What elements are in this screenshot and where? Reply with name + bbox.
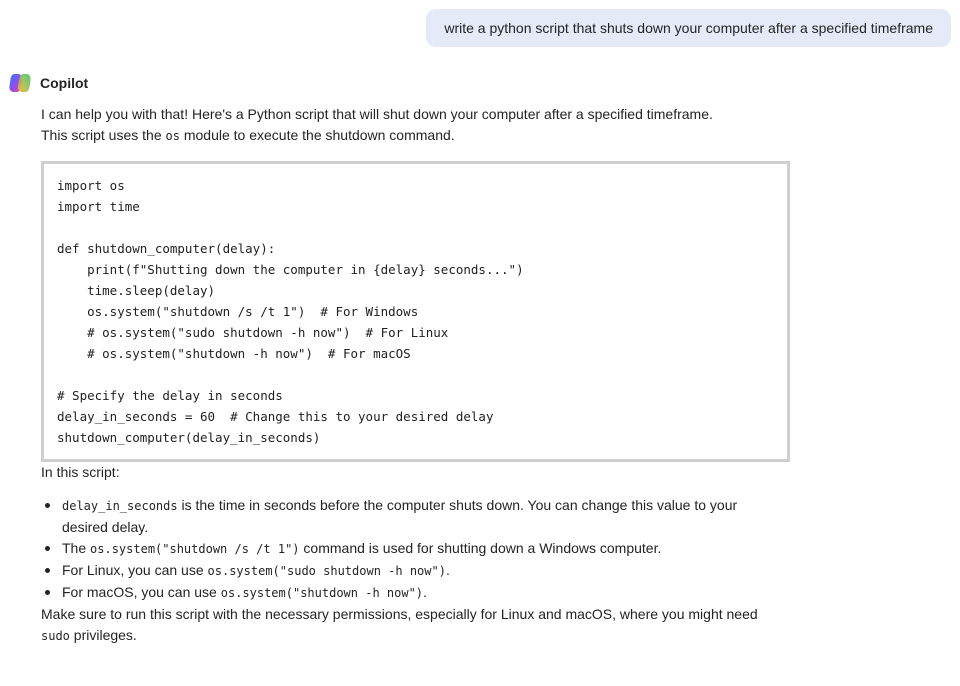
inline-code: delay_in_seconds [62,499,178,513]
code-line: print(f"Shutting down the computer in {delay} seconds...") [57,262,524,277]
code-line: time.sleep(delay) [57,283,216,298]
explain-intro: In this script: [41,464,120,480]
inline-code: os [165,129,180,143]
code-block[interactable] [41,161,790,462]
explanation-list [41,495,771,604]
list-item [62,582,771,604]
code-line: import os [57,178,125,193]
assistant-header [8,71,88,95]
code-line: import time [57,199,140,214]
inline-code: os.system("sudo shutdown -h now") [207,564,446,578]
assistant-name: Copilot [40,75,89,91]
code-line: # os.system("shutdown -h now") # For macOS [57,346,411,361]
closing-text: Make sure to run this script with the necessary permissions, especially for Linux and macOS, where you might need [41,606,758,622]
code-line [57,364,774,385]
closing-paragraph [41,604,771,647]
list-text: The [62,540,91,556]
code-line: def shutdown_computer(delay): [57,241,276,256]
list-text: For Linux, you can use [62,562,208,578]
inline-code: sudo [41,629,70,643]
code-line: # Specify the delay in seconds [57,388,283,403]
user-message-bubble [426,9,951,47]
copilot-logo-icon [8,71,32,95]
intro-line-1: I can help you with that! Here's a Python script that will shut down your computer after a specified timeframe. [41,106,713,122]
code-line: delay_in_seconds = 60 # Change this to your desired delay [57,409,494,424]
list-item [62,495,771,538]
list-item [62,560,771,582]
list-text: command is used for shutting down a Windows computer. [299,540,662,556]
code-line: shutdown_computer(delay_in_seconds) [57,430,321,445]
closing-text: privileges. [69,627,137,643]
list-text: For macOS, you can use [62,584,221,600]
list-text: . [445,562,450,578]
assistant-response [41,104,771,647]
inline-code: os.system("shutdown -h now") [220,586,424,600]
code-line [57,217,774,238]
intro-text: module to execute the shutdown command. [179,127,455,143]
inline-code: os.system("shutdown /s /t 1") [90,542,300,556]
code-line: os.system("shutdown /s /t 1") # For Windows [57,304,419,319]
user-message-text: write a python script that shuts down your computer after a specified timeframe [444,20,933,36]
list-item [62,538,771,560]
intro-paragraph [41,104,771,147]
list-text: . [423,584,427,600]
list-text: is the time in seconds before the computer shuts down. You can change this value to your desired delay. [62,497,738,535]
code-line: # os.system("sudo shutdown -h now") # For Linux [57,325,449,340]
intro-text: This script uses the [41,127,166,143]
